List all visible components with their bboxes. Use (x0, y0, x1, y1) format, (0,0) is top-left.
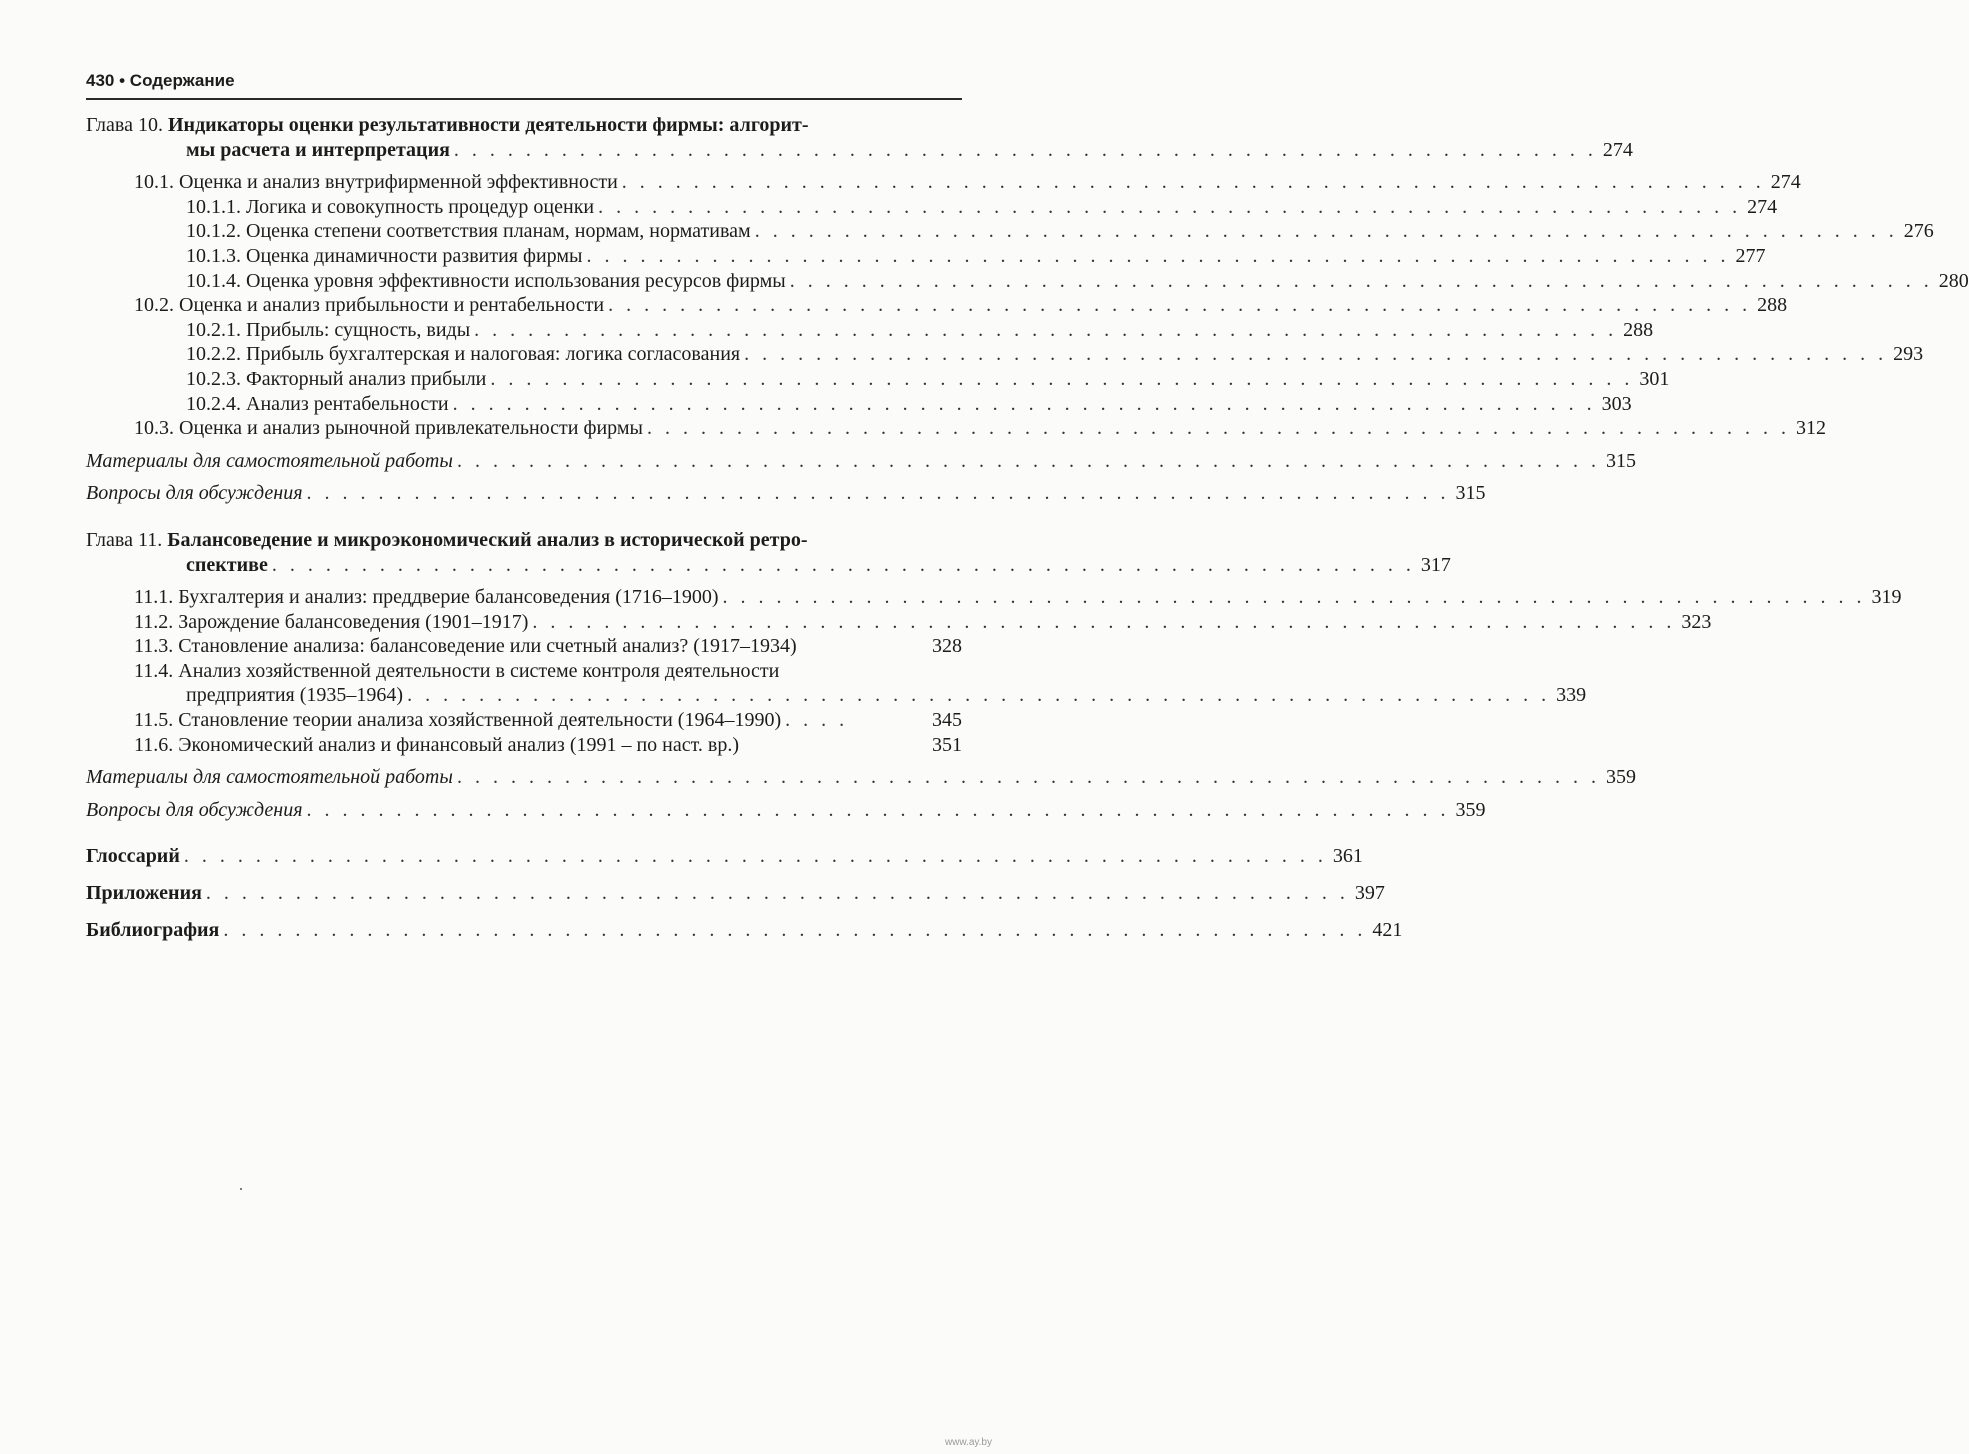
leader-dots: . . . . . . . . . . . . . . . . . . . . . . . . . . . . . . . . . . . . . . . . . . . . . . . . . . . . . . . . . . . . . . . . (306, 798, 1450, 821)
toc-entry (86, 585, 1902, 610)
page-number: 293 (1893, 343, 1924, 366)
page-number: 301 (1639, 367, 1670, 390)
toc-entry (86, 844, 1363, 869)
leader-dots: . . . . . . . . . . . . . . . . . . . . . . . . . . . . . . . . . . . . . . . . . . . . . . . . . . . . . . . . . . . . . . . . (490, 367, 1634, 390)
leader-dots: . . . . . . . . . . . . . . . . . . . . . . . . . . . . . . . . . . . . . . . . . . . . . . . . . . . . . . . . . . . . . . . . (223, 918, 1367, 941)
leader-dots: . . . . . . . . . . . . . . . . . . . . . . . . . . . . . . . . . . . . . . . . . . . . . . . . . . . . . . . . . . . . . . . . (646, 417, 1790, 440)
toc-entry (86, 634, 962, 659)
toc-entry (86, 170, 1801, 195)
leader-dots: . . . . . . . . . . . . . . . . . . . . . . . . . . . . . . . . . . . . . . . . . . . . . . . . . . . . . . . . . . . . . . . . (271, 553, 1415, 576)
toc-entry (86, 244, 1766, 269)
page-number: 421 (1372, 918, 1403, 941)
toc-entry (86, 798, 1486, 823)
entry-title: 10.2.4. Анализ рентабельности (186, 392, 449, 415)
leader-dots: . . . . . . . . . . . . . . . . . . . . . . . . . . . . . . . . . . . . . . . . . . . . . . . . . . . . . . . . . . . . . . . . (306, 482, 1450, 505)
entry-title: 10.3. Оценка и анализ рыночной привлекательности фирмы (134, 417, 643, 440)
leader-dots: . . . . . . . . . . . . . . . . . . . . . . . . . . . . . . . . . . . . . . . . . . . . . . . . . . . . . . . . . . . . . . . . (722, 586, 1866, 609)
entry-title: Вопросы для обсуждения (86, 798, 303, 821)
page-number: 339 (1556, 684, 1587, 707)
header-bullet: • (119, 71, 126, 90)
leader-dots: . . . . . . . . . . . . . . . . . . . . . . . . . . . . . . . . . . . . . . . . . . . . . . . . . . . . . . . . . . . . . . . . (453, 138, 1597, 161)
toc-entry (86, 219, 1934, 244)
toc-entry (86, 881, 1385, 906)
toc-entry (86, 367, 1670, 392)
leader-dots: . . . . . . . . . . . . . . . . . . . . . . . . . . . . . . . . . . . . . . . . . . . . . . . . . . . . . . . . . . . . . . . . (608, 294, 1752, 317)
header-page-number: 430 (86, 71, 115, 90)
page-number: 315 (1605, 449, 1636, 472)
page-number: 359 (1605, 766, 1636, 789)
page-number: 288 (1623, 318, 1654, 341)
entry-title: 10.1.4. Оценка уровня эффективности использования ресурсов фирмы (186, 269, 786, 292)
entry-title: 11.2. Зарождение балансоведения (1901–1917) (134, 610, 529, 633)
toc-entry (86, 269, 1969, 294)
page-number: 351 (932, 733, 962, 756)
leader-dots: . . . . . . . . . . . . . . . . . . . . . . . . . . . . . . . . . . . . . . . . . . . . . . . . . . . . . . . . . . . . . . . . (789, 269, 1933, 292)
toc-entry (86, 765, 1636, 790)
leader-dots: . . . . . . . . . . . . . . . . . . . . . . . . . . . . . . . . . . . . . . . . . . . . . . . . . . . . . . . . . . . . . . . . (532, 610, 1676, 633)
page-number: 303 (1601, 392, 1632, 415)
page-number: 276 (1903, 220, 1934, 243)
leader-dots: . . . . . . . . . . . . . . . . . . . . . . . . . . . . . . . . . . . . . . . . . . . . . . . . . . . . . . . . . . . . . . . . (598, 195, 1742, 218)
entry-title: Библиография (86, 918, 220, 941)
entry-title: Материалы для самостоятельной работы (86, 766, 453, 789)
entry-title: 11.5. Становление теории анализа хозяйственной деятельности (1964–1990) (134, 709, 782, 732)
leader-dots: . . . . . . . . . . . . . . . . . . . . . . . . . . . . . . . . . . . . . . . . . . . . . . . . . . . . . . . . . . . . . . . . (452, 392, 1596, 415)
table-of-contents (86, 113, 1969, 942)
chapter-11-title-line1: Балансоведение и микроэкономический анализ в исторической ретро- (167, 528, 808, 551)
toc-entry (86, 138, 1633, 163)
toc-entry (86, 918, 1403, 943)
toc-entry (86, 293, 1788, 318)
toc-entry-line1 (86, 659, 962, 684)
toc-entry (86, 318, 1654, 343)
toc-entry (86, 342, 1924, 367)
entry-title: Приложения (86, 882, 202, 905)
entry-title-cont: предприятия (1935–1964) (186, 684, 404, 707)
page-number: 288 (1757, 294, 1788, 317)
leader-dots: . . . . . . . . . . . . . . . . . . . . . . . . . . . . . . . . . . . . . . . . . . . . . . . . . . . . . . . . . . . . . . . . (456, 766, 1600, 789)
toc-entry (86, 683, 1587, 708)
entry-title: 11.1. Бухгалтерия и анализ: преддверие балансоведения (1716–1900) (134, 586, 719, 609)
toc-entry (86, 392, 1632, 417)
page-number: 397 (1354, 882, 1385, 905)
page-number: 328 (932, 635, 962, 658)
page-number: 274 (1747, 195, 1778, 218)
entry-title: Вопросы для обсуждения (86, 482, 303, 505)
watermark: www.ay.by (944, 1437, 992, 1448)
page-number: 315 (1455, 482, 1486, 505)
chapter-11-label: Глава 11. (86, 528, 163, 551)
entry-title: 10.1.2. Оценка степени соответствия планам, нормам, нормативам (186, 220, 751, 243)
entry-title: 10.1. Оценка и анализ внутрифирменной эффективности (134, 171, 618, 194)
leader-dots: . . . . . . . . . . . . . . . . . . . . . . . . . . . . . . . . . . . . . . . . . . . . . . . . . . . . . . . . . . . . . . . . (407, 684, 1551, 707)
toc-entry (86, 416, 1826, 441)
entry-title: 10.1.1. Логика и совокупность процедур оценки (186, 195, 595, 218)
chapter-10-label: Глава 10. (86, 114, 163, 136)
toc-entry (86, 553, 1451, 578)
leader-dots: . . . . . . . . . . . . . . . . . . . . . . . . . . . . . . . . . . . . . . . . . . . . . . . . . . . . . . . . . . . . . . . . (754, 220, 1898, 243)
page-number: 277 (1735, 244, 1766, 267)
entry-title: 10.2.3. Факторный анализ прибыли (186, 367, 487, 390)
running-header (86, 70, 962, 92)
page-number: 323 (1681, 610, 1712, 633)
entry-title: 10.2. Оценка и анализ прибыльности и рентабельности (134, 294, 605, 317)
leader-dots: . . . . . . . . . . . . . . . . . . . . . . . . . . . . . . . . . . . . . . . . . . . . . . . . . . . . . . . . . . . . . . . . (205, 882, 1349, 905)
header-title: Содержание (129, 71, 235, 90)
leader-dots: . . . . . . . . . . . . . . . . . . . . . . . . . . . . . . . . . . . . . . . . . . . . . . . . . . . . . . . . . . . . . . . . (474, 318, 1618, 341)
page-number: 274 (1770, 171, 1801, 194)
page-number: 317 (1420, 553, 1451, 576)
chapter-11-heading (86, 528, 962, 553)
chapter-10-heading (86, 113, 962, 138)
toc-entry (86, 195, 1778, 220)
header-rule (86, 98, 962, 100)
page-number: 361 (1332, 845, 1363, 868)
entry-title: Материалы для самостоятельной работы (86, 449, 453, 472)
chapter-10-title-line2: мы расчета и интерпретация (186, 138, 450, 161)
leader-dots: . . . . . . . . . . . . . . . . . . . . . . . . . . . . . . . . . . . . . . . . . . . . . . . . . . . . . . . . . . . . . . . . (586, 244, 1730, 267)
entry-title: 11.6. Экономический анализ и финансовый анализ (1991 – по наст. вр.) (134, 733, 739, 756)
entry-title: 11.4. Анализ хозяйственной деятельности в системе контроля деятельности (134, 659, 780, 682)
entry-title: 10.2.2. Прибыль бухгалтерская и налоговая: логика согласования (186, 343, 741, 366)
entry-title: 11.3. Становление анализа: балансоведение или счетный анализ? (1917–1934) (134, 635, 797, 658)
leader-dots: . . . . . . . . . . . . . . . . . . . . . . . . . . . . . . . . . . . . . . . . . . . . . . . . . . . . . . . . . . . . . . . . (621, 171, 1765, 194)
toc-entry (86, 708, 962, 733)
entry-title: 10.2.1. Прибыль: сущность, виды (186, 318, 471, 341)
leader-dots: . . . . . . . . . . . . . . . . . . . . . . . . . . . . . . . . . . . . . . . . . . . . . . . . . . . . . . . . . . . . . . . . (183, 845, 1327, 868)
page-number: 274 (1602, 138, 1633, 161)
toc-entry (86, 449, 1636, 474)
chapter-11-title-line2: спективе (186, 553, 268, 576)
entry-title: Глоссарий (86, 845, 180, 868)
chapter-10-title-line1: Индикаторы оценки результативности деятельности фирмы: алгорит- (167, 114, 809, 136)
page-number: 345 (932, 709, 962, 732)
page-number: 280 (1938, 269, 1969, 292)
leader-dots: . . . . (785, 709, 849, 732)
toc-entry (86, 733, 962, 758)
entry-title: 10.1.3. Оценка динамичности развития фирмы (186, 244, 583, 267)
scan-speck (240, 1188, 242, 1190)
toc-entry (86, 481, 1486, 506)
page-number: 319 (1871, 586, 1902, 609)
toc-entry (86, 610, 1712, 635)
page-number: 312 (1795, 417, 1826, 440)
page-number: 359 (1455, 798, 1486, 821)
leader-dots: . . . . . . . . . . . . . . . . . . . . . . . . . . . . . . . . . . . . . . . . . . . . . . . . . . . . . . . . . . . . . . . . (744, 343, 1888, 366)
leader-dots: . . . . . . . . . . . . . . . . . . . . . . . . . . . . . . . . . . . . . . . . . . . . . . . . . . . . . . . . . . . . . . . . (456, 449, 1600, 472)
